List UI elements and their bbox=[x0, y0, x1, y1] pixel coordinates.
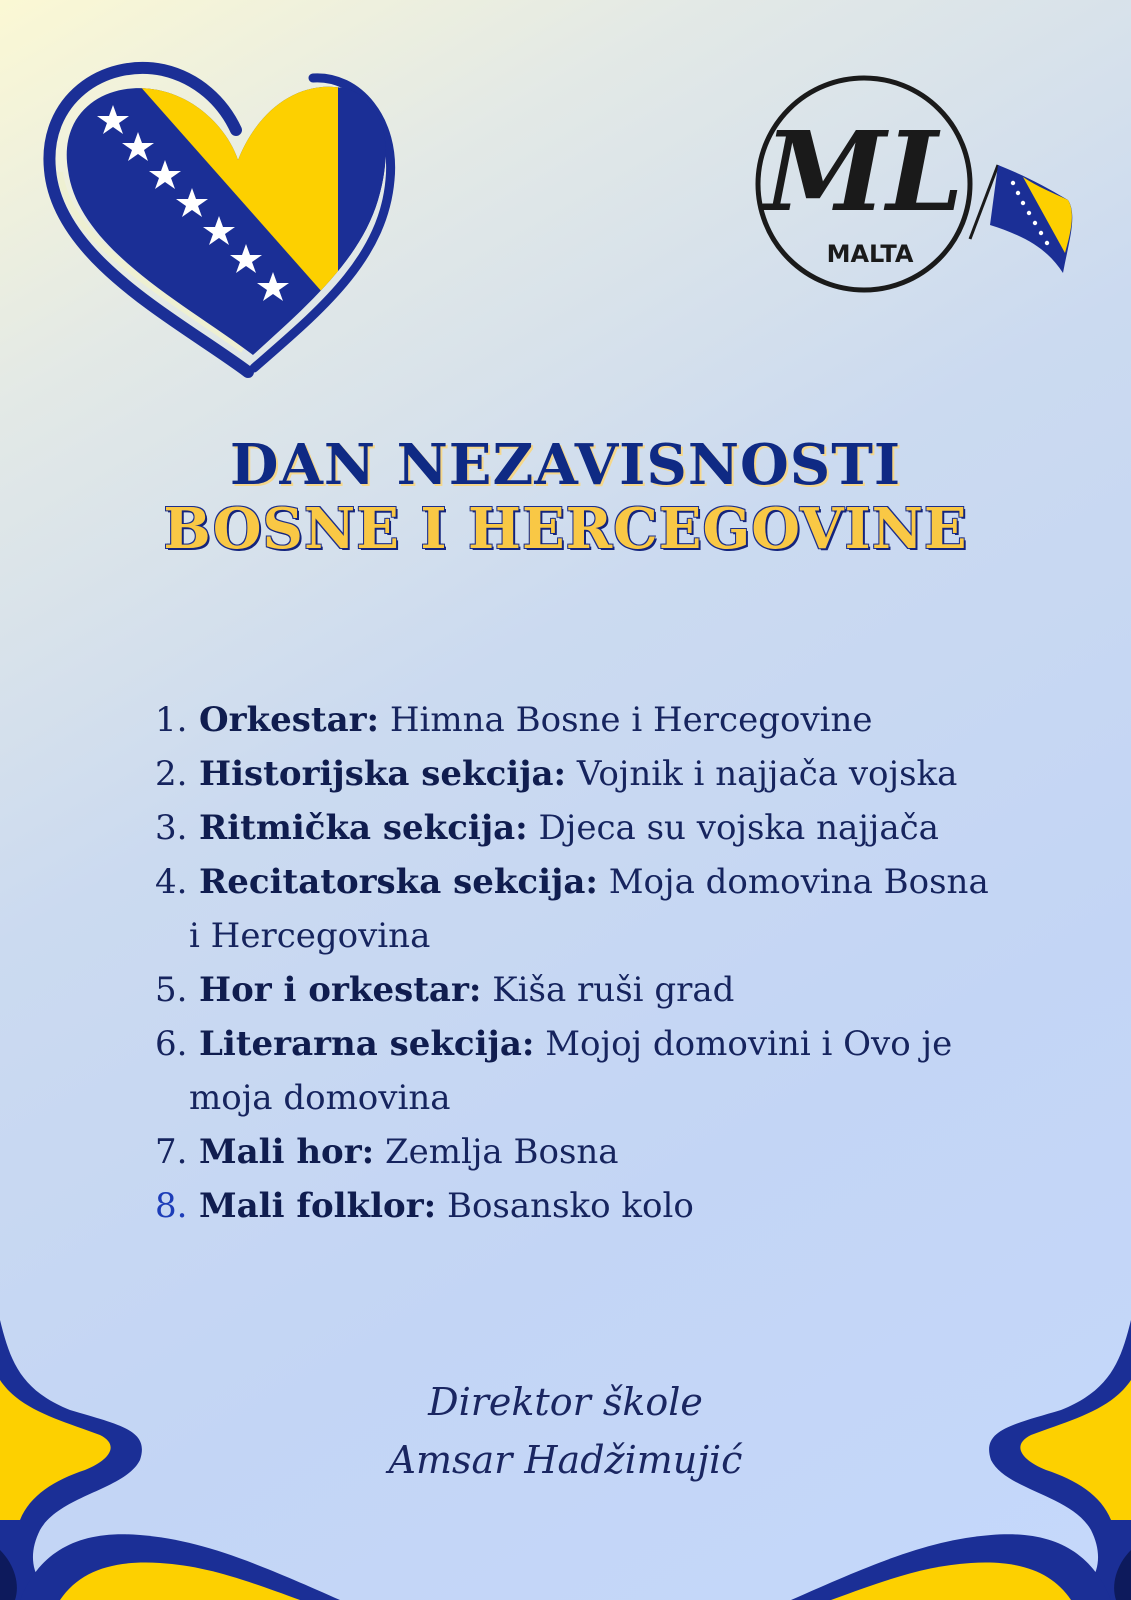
page-title-line1: DAN NEZAVISNOSTI bbox=[229, 432, 902, 498]
waving-flag-icon bbox=[968, 155, 1098, 285]
item-section: Literarna sekcija: bbox=[199, 1024, 535, 1064]
item-title: Djeca su vojska najjača bbox=[527, 808, 939, 848]
item-number: 8. bbox=[155, 1186, 188, 1226]
item-section: Recitatorska sekcija: bbox=[199, 862, 598, 902]
item-number: 4. bbox=[155, 862, 188, 902]
list-item bbox=[155, 801, 1015, 855]
item-number: 2. bbox=[155, 754, 188, 794]
item-section: Orkestar: bbox=[199, 700, 380, 740]
item-title: Mojoj domovini i Ovo je bbox=[534, 1024, 953, 1064]
list-item bbox=[155, 1017, 1015, 1071]
ribbon-right-icon bbox=[791, 1320, 1131, 1600]
item-title: Kiša ruši grad bbox=[481, 970, 735, 1010]
ribbon-left-icon bbox=[0, 1320, 340, 1600]
item-title: Vojnik i najjača vojska bbox=[566, 754, 958, 794]
signature-role: Direktor škole bbox=[428, 1380, 703, 1424]
logo-monogram: ML bbox=[764, 107, 964, 236]
item-section: Mali folklor: bbox=[199, 1186, 437, 1226]
item-number: 1. bbox=[155, 700, 188, 740]
item-title: Himna Bosne i Hercegovine bbox=[379, 700, 873, 740]
list-item bbox=[155, 1125, 1015, 1179]
list-item bbox=[155, 855, 1015, 909]
item-title: Moja domovina Bosna bbox=[597, 862, 989, 902]
item-number: 3. bbox=[155, 808, 188, 848]
item-continuation: i Hercegovina bbox=[189, 916, 431, 956]
item-section: Historijska sekcija: bbox=[199, 754, 567, 794]
item-section: Ritmička sekcija: bbox=[199, 808, 528, 848]
school-logo-icon bbox=[752, 72, 982, 302]
item-number: 7. bbox=[155, 1132, 188, 1172]
list-item bbox=[155, 747, 1015, 801]
logo-text: MALTA bbox=[826, 240, 914, 268]
item-continuation: moja domovina bbox=[189, 1078, 451, 1118]
item-section: Mali hor: bbox=[199, 1132, 375, 1172]
program-list bbox=[155, 693, 1015, 1233]
item-section: Hor i orkestar: bbox=[199, 970, 482, 1010]
item-title: Zemlja Bosna bbox=[374, 1132, 619, 1172]
list-item bbox=[155, 963, 1015, 1017]
heart-flag-icon bbox=[38, 50, 408, 380]
list-item bbox=[155, 693, 1015, 747]
page-title-line2: BOSNE I HERCEGOVINE bbox=[163, 496, 968, 562]
list-item bbox=[155, 1179, 1015, 1233]
item-number: 5. bbox=[155, 970, 188, 1010]
item-number: 6. bbox=[155, 1024, 188, 1064]
item-title: Bosansko kolo bbox=[436, 1186, 694, 1226]
signature-name: Amsar Hadžimujić bbox=[388, 1438, 743, 1482]
